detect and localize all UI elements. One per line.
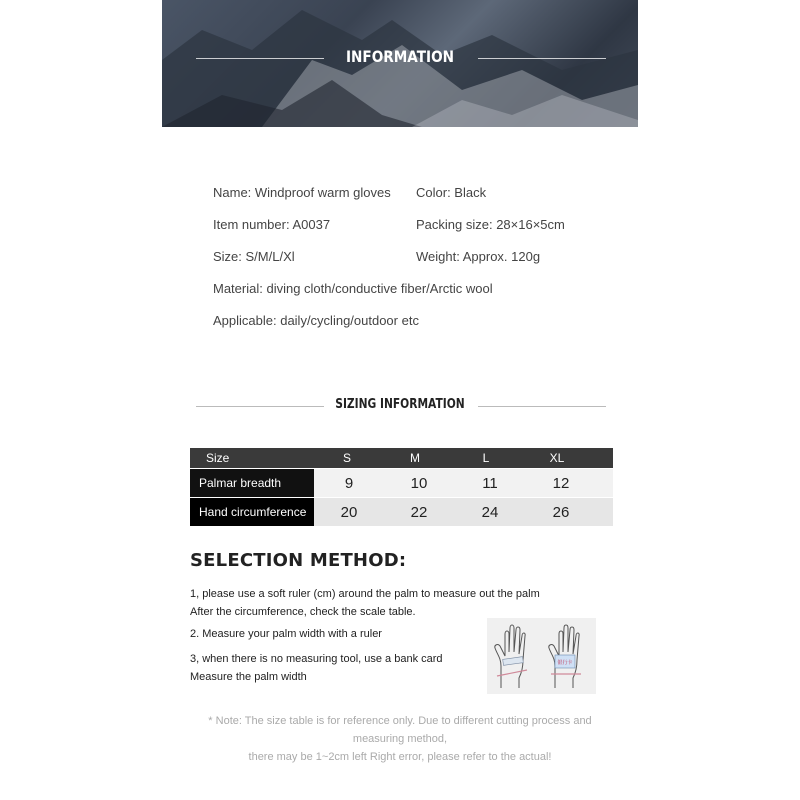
table-cell: 24: [481, 503, 499, 521]
table-cell: 26: [552, 503, 570, 521]
sizing-divider-right: [478, 406, 606, 407]
table-cell: 20: [340, 503, 358, 521]
note-line: measuring method,: [352, 733, 448, 745]
table-header-row: [190, 448, 613, 468]
table-header-cell: S: [342, 451, 351, 465]
table-cell: 9: [344, 474, 354, 492]
hands-icon: [487, 618, 596, 694]
selection-step: 2. Measure your palm width with a ruler: [190, 628, 382, 640]
hand-measurement-illustration: [487, 618, 596, 694]
row-label: Palmar breadth: [190, 469, 314, 497]
selection-step: Measure the palm width: [190, 671, 307, 683]
row-label: Hand circumference: [190, 498, 314, 526]
table-cell: 10: [410, 474, 428, 492]
table-header-cell: XL: [549, 451, 565, 465]
selection-step: After the circumference, check the scale table.: [190, 606, 416, 618]
sizing-divider-left: [196, 406, 324, 407]
banner-divider-right: [478, 58, 606, 59]
selection-step: 1, please use a soft ruler (cm) around the palm to measure out the palm: [190, 588, 540, 600]
note-line: * Note: The size table is for reference only. Due to different cutting process and: [208, 715, 592, 727]
table-header-cell: Size: [206, 451, 230, 465]
header-banner: [162, 0, 638, 127]
selection-title: SELECTION METHOD:: [190, 550, 407, 571]
info-item-number: Item number: A0037: [213, 217, 331, 232]
info-size: Size: S/M/L/Xl: [213, 249, 295, 264]
table-cell: 12: [552, 474, 570, 492]
selection-step: 3, when there is no measuring tool, use a bank card: [190, 653, 443, 665]
table-row: [190, 498, 613, 526]
note-line: there may be 1~2cm left Right error, please refer to the actual!: [248, 751, 552, 763]
info-packing-size: Packing size: 28×16×5cm: [416, 217, 565, 232]
banner-title: INFORMATION: [345, 47, 455, 66]
table-cell: 22: [410, 503, 428, 521]
info-weight: Weight: Approx. 120g: [416, 249, 541, 264]
info-color: Color: Black: [416, 185, 487, 200]
info-material: Material: diving cloth/conductive fiber/Arctic wool: [213, 281, 493, 296]
sizing-title: SIZING INFORMATION: [335, 397, 465, 412]
info-name: Name: Windproof warm gloves: [213, 185, 391, 200]
table-header-cell: L: [482, 451, 490, 465]
bank-card-label: 银行卡: [557, 660, 573, 666]
table-header-cell: M: [410, 451, 420, 465]
table-cell: 11: [482, 474, 498, 492]
table-row: [190, 469, 613, 497]
info-applicable: Applicable: daily/cycling/outdoor etc: [213, 313, 419, 328]
size-table: [190, 448, 613, 526]
